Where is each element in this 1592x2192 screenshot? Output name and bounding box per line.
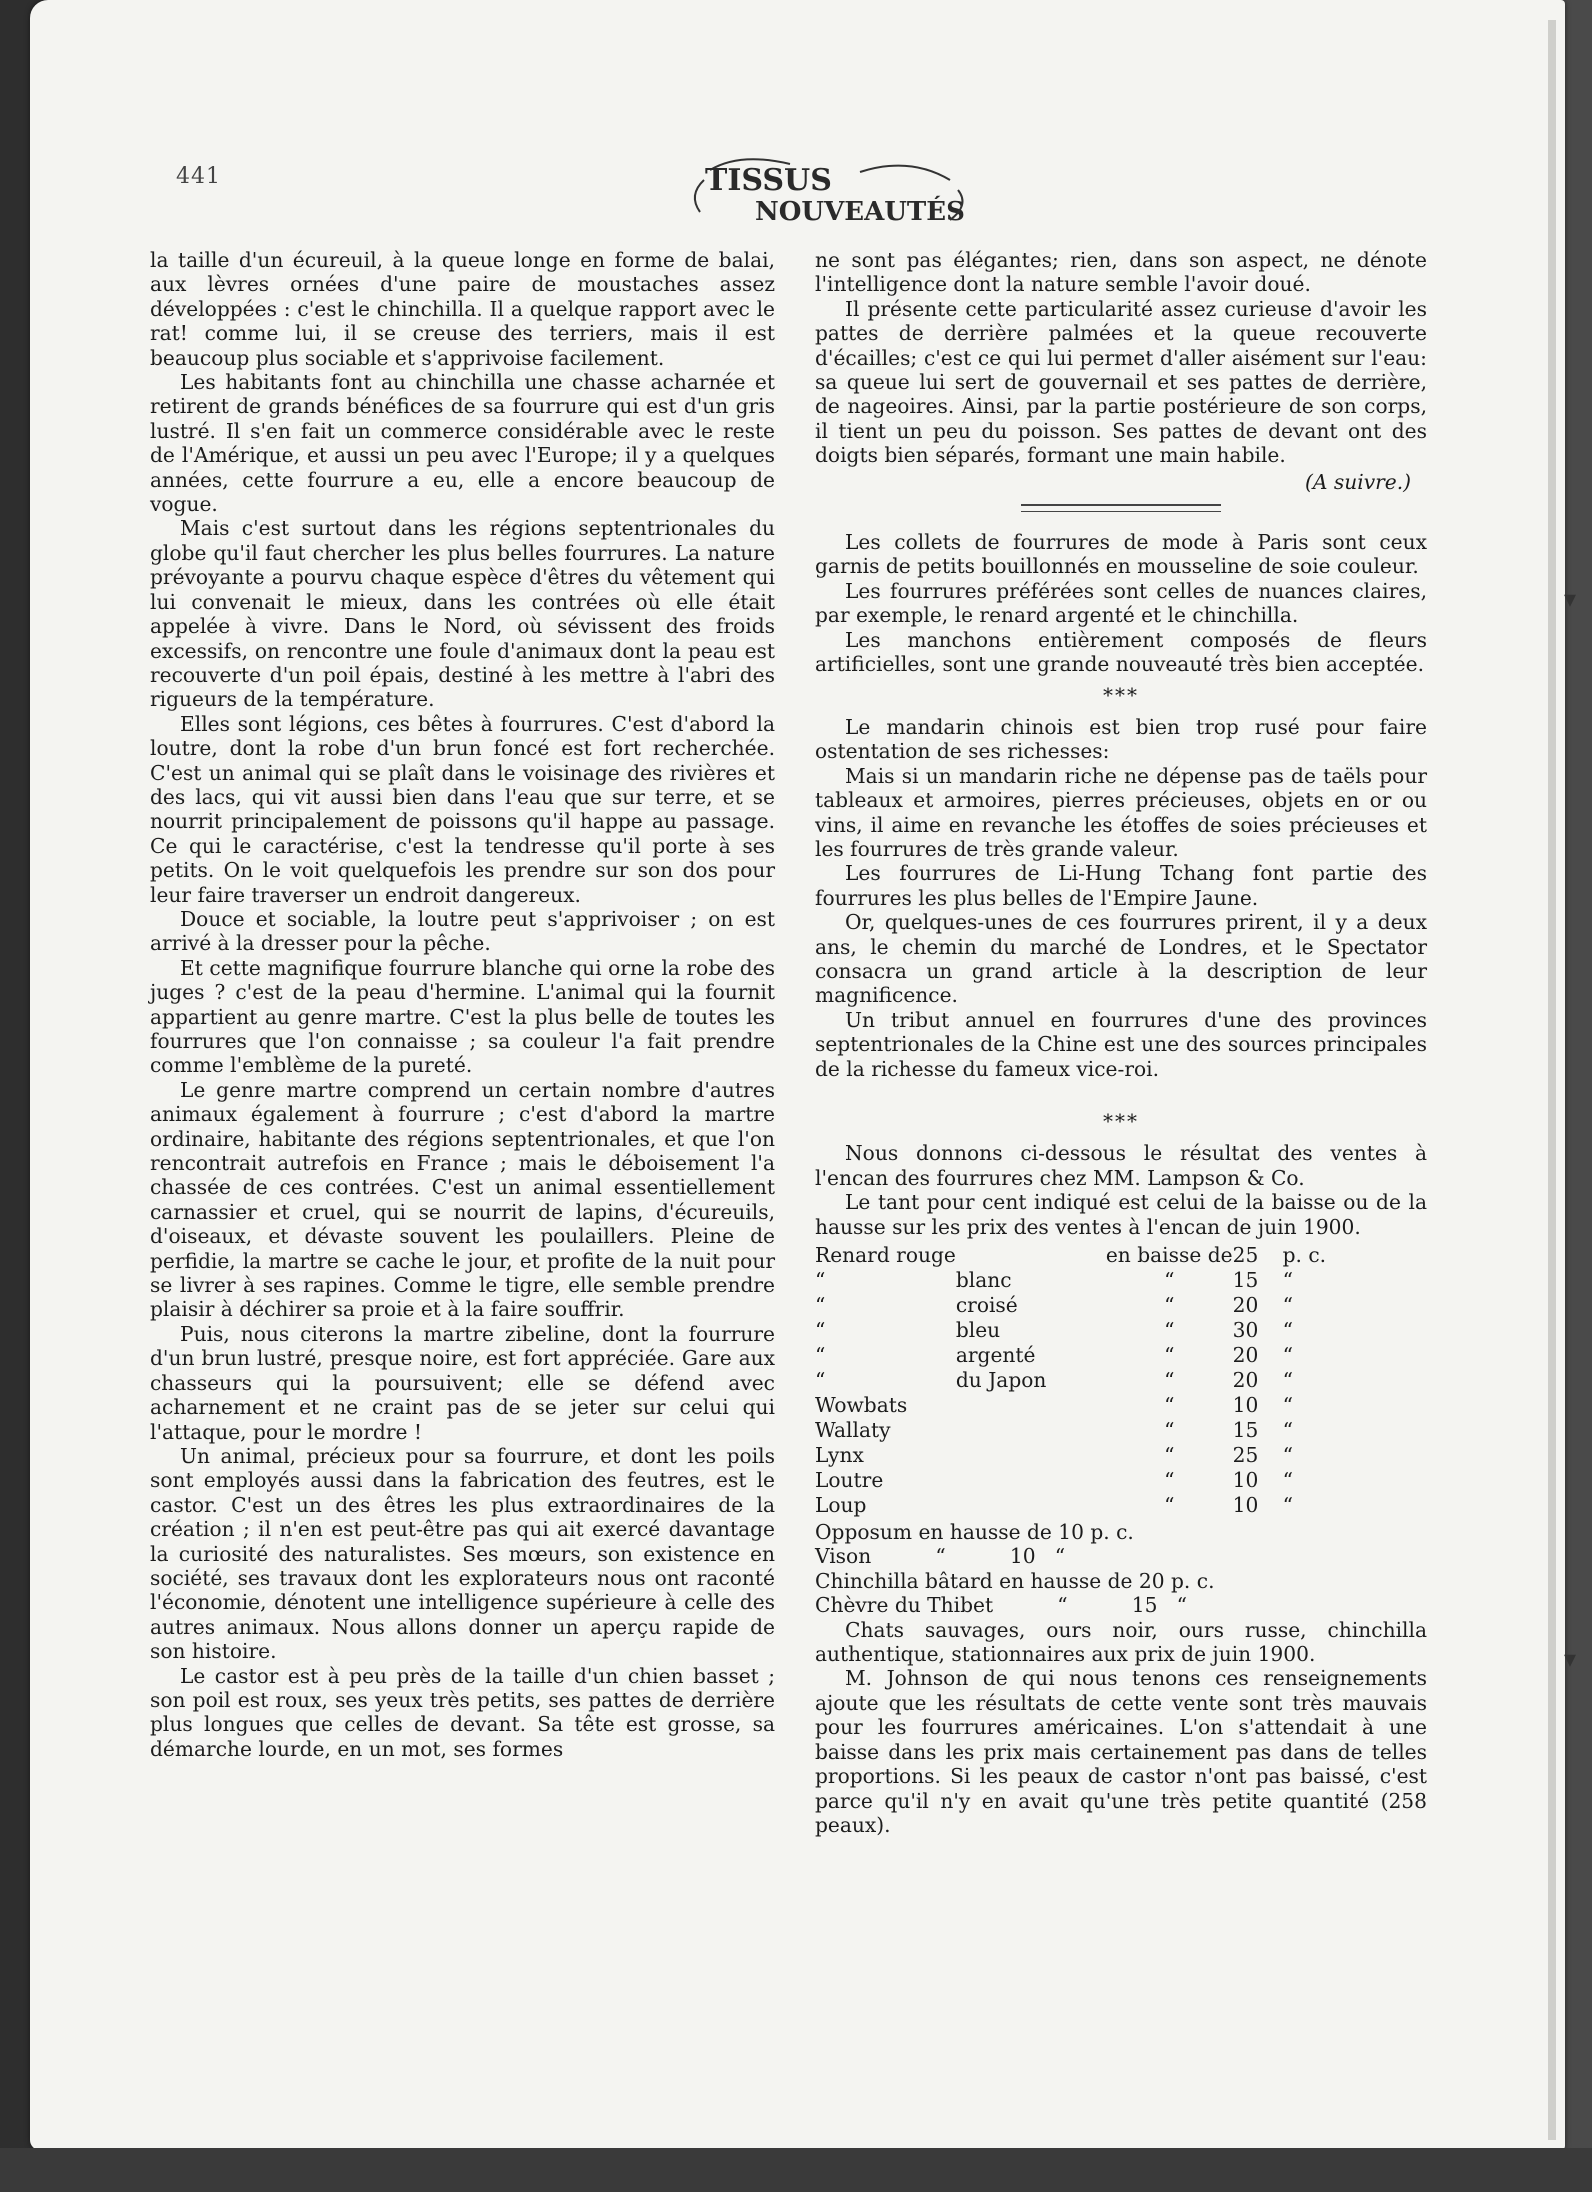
- article-paragraph: Un animal, précieux pour sa fourrure, et dont les poils sont employés aussi dans la fabrication des feutres, est le castor. C'est un des êtres les plus extraordinaires de la création ; il n'en est peut-être pas qui ait exercé davantage la curiosité des naturalistes. Ses mœurs, son existence en société, ses travaux dont les explorateurs nous ont raconté l'économie, dénotent une intelligence supérieure à celle des autres animaux. Nous allons donner un aperçu rapide de son histoire.: [150, 1443, 775, 1664]
- price-animal: Wallaty: [815, 1418, 891, 1443]
- price-unit: “: [1282, 1443, 1293, 1468]
- price-row: [815, 1293, 1326, 1318]
- article-paragraph: Douce et sociable, la loutre peut s'apprivoiser ; on est arrivé à la dresser pour la pêche.: [150, 906, 775, 956]
- price-trend: “: [1164, 1493, 1175, 1518]
- article-paragraph: Le castor est à peu près de la taille d'un chien basset ; son poil est roux, ses yeux très petits, ses pattes de derrière plus longues que celles de devant. Sa tête est grosse, sa démarche lourde, en un mot, ses formes: [150, 1663, 775, 1761]
- price-unit: p. c.: [1282, 1243, 1327, 1268]
- news-paragraph: Le mandarin chinois est bien trop rusé pour faire ostentation de ses richesses:: [815, 714, 1427, 764]
- price-unit: “: [1282, 1318, 1293, 1343]
- price-unit: “: [1282, 1368, 1293, 1393]
- price-row: [815, 1393, 1326, 1418]
- article-paragraph: Elles sont légions, ces bêtes à fourrures. C'est d'abord la loutre, dont la robe d'un brun foncé est fort recherchée. C'est un animal qui se plaît dans le voisinage des rivières et des lacs, qui vit aussi bien dans l'eau que sur terre, et se nourrit principalement de poissons qu'il happe au passage. Ce qui le caractérise, c'est la tendresse qu'il porte à ses petits. On le voit quelquefois les prendre sur son dos pour leur faire traverser un endroit dangereux.: [150, 711, 775, 907]
- price-animal: “: [815, 1343, 826, 1368]
- price-row: [815, 1368, 1326, 1393]
- price-row: [815, 1343, 1326, 1368]
- news-paragraph: Les fourrures préférées sont celles de nuances claires, par exemple, le renard argenté et le chinchilla.: [815, 578, 1427, 628]
- price-animal: Lynx: [815, 1443, 864, 1468]
- price-line: Chèvre du Thibet “ 15 “: [815, 1593, 1187, 1618]
- price-animal: Renard rouge: [815, 1243, 956, 1268]
- news-paragraph: Les fourrures de Li-Hung Tchang font partie des fourrures les plus belles de l'Empire Jaune.: [815, 861, 1427, 910]
- article-paragraph: ne sont pas élégantes; rien, dans son aspect, ne dénote l'intelligence dont la nature semble l'avoir doué.: [815, 248, 1427, 297]
- news-paragraph: M. Johnson de qui nous tenons ces renseignements ajoute que les résultats de cette vente sont très mauvais pour les fourrures américaines. L'on s'attendait à une baisse dans les prix mais certainement pas dans de telles proportions. Si les peaux de castor n'ont pas baissé, c'est parce qu'il n'y en avait qu'une très petite quantité (258 peaux).: [815, 1666, 1427, 1837]
- price-percent: 10: [1232, 1493, 1259, 1518]
- price-line: Opposum en hausse de 10 p. c.: [815, 1520, 1134, 1545]
- article-paragraph: Il présente cette particularité assez curieuse d'avoir les pattes de derrière palmées et la queue recouverte d'écailles; c'est ce qui lui permet d'aller aisément sur l'eau: sa queue lui sert de gouvernail et ses pattes de derrière, de nageoires. Ainsi, par la partie postérieure de son corps, il tient un peu du poisson. Ses pattes de devant ont des doigts bien séparés, formant une main habile.: [815, 296, 1427, 468]
- price-unit: “: [1282, 1468, 1293, 1493]
- price-variety: argenté: [955, 1343, 1036, 1368]
- price-trend: “: [1164, 1268, 1175, 1293]
- price-trend: “: [1164, 1368, 1175, 1393]
- news-paragraph: Les collets de fourrures de mode à Paris sont ceux garnis de petits bouillonnés en mousseline de soie couleur.: [815, 530, 1427, 579]
- price-percent: 10: [1232, 1468, 1259, 1493]
- price-trend: “: [1164, 1293, 1175, 1318]
- price-trend: “: [1164, 1343, 1175, 1368]
- news-paragraph: Un tribut annuel en fourrures d'une des provinces septentrionales de la Chine est une des sources principales de la richesse du fameux vice-roi.: [815, 1007, 1427, 1081]
- price-row: [815, 1418, 1326, 1443]
- news-paragraph: Or, quelques-unes de ces fourrures prirent, il y a deux ans, le chemin du marché de Londres, et le Spectator consacra un grand article à la description de leur magnificence.: [815, 910, 1427, 1008]
- price-variety: [956, 1418, 1106, 1443]
- price-row: [815, 1443, 1326, 1468]
- bottom-background-strip: [0, 2148, 1592, 2192]
- price-variety: [956, 1468, 1106, 1493]
- masthead-title-line2: NOUVEAUTÉS: [755, 197, 965, 227]
- price-line: Vison “ 10 “: [815, 1544, 1066, 1569]
- price-percent: 20: [1232, 1368, 1259, 1393]
- price-variety: [956, 1393, 1106, 1418]
- price-unit: “: [1282, 1293, 1293, 1318]
- price-row: [815, 1318, 1326, 1343]
- price-animal: “: [815, 1268, 826, 1293]
- price-row: [815, 1468, 1326, 1493]
- news-paragraph: Mais si un mandarin riche ne dépense pas de taëls pour tableaux et armoires, pierres précieuses, objets en or ou vins, il aime en revanche les étoffes de soies précieuses et les fourrures de très grande valeur.: [815, 763, 1427, 861]
- asterism-separator: ***: [1103, 682, 1139, 707]
- price-trend: “: [1164, 1468, 1175, 1493]
- price-variety: [956, 1243, 1106, 1268]
- price-animal: Loup: [815, 1493, 867, 1518]
- right-margin-arrow-marker: ▾: [1564, 585, 1577, 613]
- fur-price-table: [815, 1243, 1326, 1518]
- news-paragraph: Le tant pour cent indiqué est celui de la baisse ou de la hausse sur les prix des ventes à l'encan de juin 1900.: [815, 1190, 1427, 1239]
- price-unit: “: [1282, 1493, 1293, 1518]
- article-paragraph: la taille d'un écureuil, à la queue longe en forme de balai, aux lèvres ornées d'une paire de moustaches assez développées : c'est le chinchilla. Il a quelque rapport avec le rat! comme lui, il se creuse des terriers, mais il est beaucoup plus sociable et s'apprivoise facilement.: [150, 248, 775, 370]
- price-variety: bleu: [955, 1318, 1001, 1343]
- news-paragraph: Chats sauvages, ours noir, ours russe, chinchilla authentique, stationnaires aux prix de juin 1900.: [815, 1617, 1427, 1667]
- price-unit: “: [1282, 1393, 1293, 1418]
- article-paragraph: Mais c'est surtout dans les régions septentrionales du globe qu'il faut chercher les plus belles fourrures. La nature prévoyante a pourvu chaque espèce d'êtres du vêtement qui lui convenait le mieux, dans les contrées où elle était appelée à vivre. Dans le Nord, où sévissent des froids excessifs, on rencontre une foule d'animaux dont la peau est recouverte d'un poil épais, destiné à les mettre à l'abri des rigueurs de la température.: [150, 516, 775, 712]
- right-margin-arrow-marker: ▾: [1564, 1645, 1577, 1673]
- price-animal: “: [815, 1318, 826, 1343]
- price-variety: blanc: [955, 1268, 1012, 1293]
- right-article-column: [815, 248, 1427, 1837]
- asterism-separator: ***: [1103, 1109, 1139, 1133]
- article-paragraph: Le genre martre comprend un certain nombre d'autres animaux également à fourrure ; c'est d'abord la martre ordinaire, habitante des régions septentrionales, et que l'on rencontrait autrefois en France ; mais le déboisement l'a chassée de ces contrées. C'est un animal essentiellement carnassier et cruel, qui se nourrit de lapins, d'écureuils, d'oiseaux, et dévaste souvent les poulaillers. Pleine de perfidie, la martre se cache le jour, et profite de la nuit pour se livrer à ses rapines. Comme le tigre, elle semble prendre plaisir à déchirer sa proie et à la faire souffrir.: [150, 1077, 775, 1322]
- price-line: Chinchilla bâtard en hausse de 20 p. c.: [815, 1568, 1215, 1593]
- price-trend: “: [1164, 1318, 1175, 1343]
- news-paragraph: Nous donnons ci-dessous le résultat des ventes à l'encan des fourrures chez MM. Lampson & Co.: [815, 1141, 1427, 1190]
- price-percent: 25: [1232, 1443, 1259, 1468]
- price-row: [815, 1493, 1326, 1518]
- price-trend: “: [1164, 1443, 1175, 1468]
- article-paragraph: Les habitants font au chinchilla une chasse acharnée et retirent de grands bénéfices de sa fourrure qui est d'un gris lustré. Il s'en fait un commerce considérable avec le reste de l'Amérique, et aussi un peu avec l'Europe; il y a quelques années, cette fourrure a eu, elle a encore beaucoup de vogue.: [150, 370, 775, 517]
- article-paragraph: Et cette magnifique fourrure blanche qui orne la robe des juges ? c'est de la peau d'hermine. L'animal qui la fournit appartient au genre martre. C'est la plus belle de toutes les fourrures que l'on connaisse ; sa couleur l'a fait prendre comme l'emblème de la pureté.: [150, 955, 775, 1078]
- price-percent: 10: [1232, 1393, 1259, 1418]
- price-percent: 20: [1232, 1343, 1259, 1368]
- price-animal: Wowbats: [815, 1393, 908, 1418]
- price-percent: 15: [1232, 1418, 1259, 1443]
- price-trend: “: [1164, 1418, 1175, 1443]
- news-paragraph: Les manchons entièrement composés de fleurs artificielles, sont une grande nouveauté très bien acceptée.: [815, 627, 1427, 677]
- price-percent: 30: [1232, 1318, 1259, 1343]
- to-be-continued-note: (A suivre.): [1305, 469, 1411, 494]
- price-animal: “: [815, 1368, 826, 1393]
- article-paragraph: Puis, nous citerons la martre zibeline, dont la fourrure d'un brun lustré, presque noire, est fort appréciée. Gare aux chasseurs qui la poursuivent; elle se défend avec acharnement et ne craint pas de se jeter sur celui qui l'attaque, pour le mordre !: [150, 1321, 775, 1444]
- page-edge: [1548, 20, 1556, 2140]
- price-row: [815, 1268, 1326, 1293]
- price-variety: [956, 1493, 1106, 1518]
- price-variety: croisé: [955, 1293, 1018, 1318]
- price-unit: “: [1282, 1268, 1293, 1293]
- page-header: [0, 150, 1535, 240]
- price-variety: du Japon: [955, 1368, 1047, 1393]
- masthead-logo: [680, 150, 980, 230]
- price-row: [815, 1243, 1326, 1268]
- price-unit: “: [1282, 1418, 1293, 1443]
- price-percent: 25: [1232, 1243, 1259, 1268]
- price-trend: en baisse de: [1105, 1243, 1233, 1268]
- price-trend: “: [1164, 1393, 1175, 1418]
- price-percent: 15: [1232, 1268, 1259, 1293]
- price-animal: “: [815, 1293, 826, 1318]
- page-number: 441: [176, 164, 221, 189]
- section-divider-rule: [1021, 504, 1221, 512]
- masthead-title-line1: TISSUS: [705, 163, 832, 198]
- price-animal: Loutre: [815, 1468, 884, 1493]
- price-unit: “: [1282, 1343, 1293, 1368]
- left-article-column: [150, 248, 775, 1761]
- price-percent: 20: [1232, 1293, 1259, 1318]
- price-variety: [956, 1443, 1106, 1468]
